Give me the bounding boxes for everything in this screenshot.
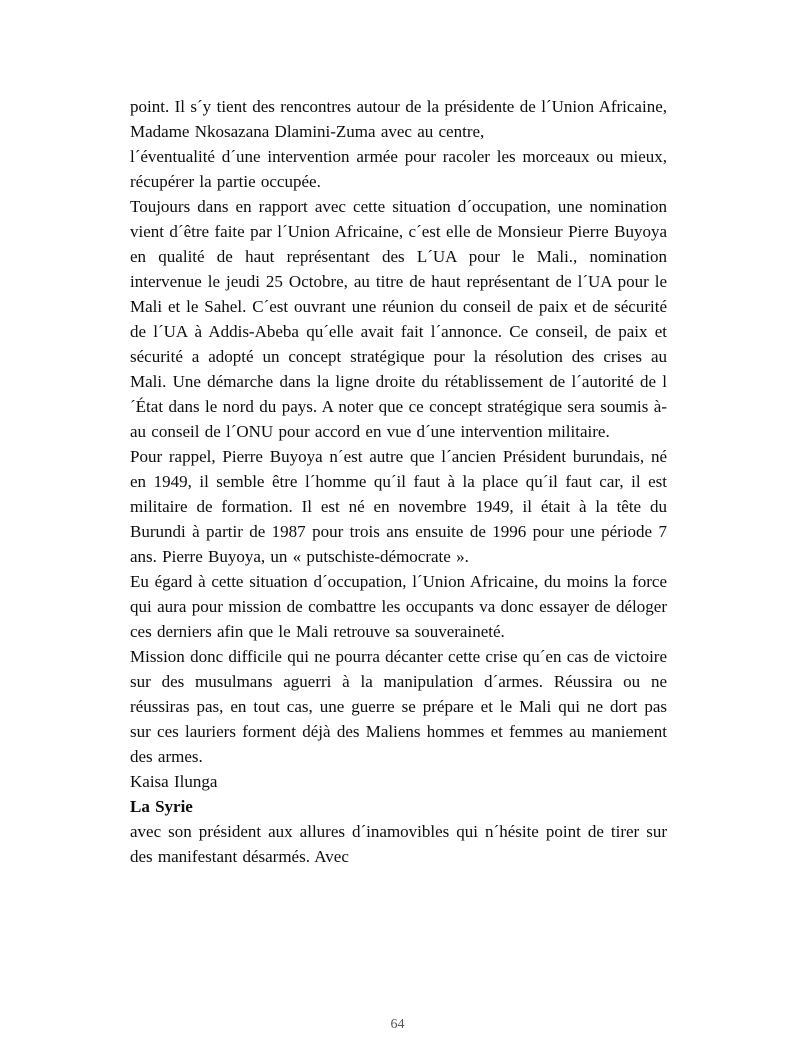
paragraph: Toujours dans en rapport avec cette situation d´occupation, une nomination vient d´être faite par l´Union Africaine, c´est elle de Monsieur Pierre Buyoya en qualité de haut représentant des L´UA pour le Mali., nomination intervenue le jeudi 25 Octobre, au titre de haut représentant de l´UA pour le Mali et le Sahel. C´est ouvrant une réunion du conseil de paix et de sécurité de l´UA à Addis-Abeba qu´elle avait fait l´annonce. Ce conseil, de paix et sécurité a adopté un concept stratégique pour la résolution des crises au Mali. Une démarche dans la ligne droite du rétablissement de l´autorité de l´État dans le nord du pays. A noter que ce concept stratégique sera soumis à-au conseil de l´ONU pour accord en vue d´une intervention militaire. [130, 197, 667, 441]
section-heading: La Syrie [130, 797, 193, 816]
page-content [130, 94, 667, 869]
paragraph: Pour rappel, Pierre Buyoya n´est autre que l´ancien Président burundais, né en 1949, il semble être l´homme qu´il faut à la place qu´il faut car, il est militaire de formation. Il est né en novembre 1949, il était à la tête du Burundi à partir de 1987 pour trois ans ensuite de 1996 pour une période 7 ans. Pierre Buyoya, un « putschiste-démocrate ». [130, 447, 667, 566]
paragraph: avec son président aux allures d´inamovibles qui n´hésite point de tirer sur des manifestant désarmés. Avec [130, 822, 667, 866]
paragraph: Eu égard à cette situation d´occupation, l´Union Africaine, du moins la force qui aura pour mission de combattre les occupants va donc essayer de déloger ces derniers afin que le Mali retrouve sa souveraineté. [130, 572, 667, 641]
author-signature: Kaisa Ilunga [130, 772, 218, 791]
paragraph: Mission donc difficile qui ne pourra décanter cette crise qu´en cas de victoire sur des musulmans aguerri à la manipulation d´armes. Réussira ou ne réussiras pas, en tout cas, une guerre se prépare et le Mali qui ne dort pas sur ces lauriers forment déjà des Maliens hommes et femmes au maniement des armes. [130, 647, 667, 766]
paragraph: l´éventualité d´une intervention armée pour racoler les morceaux ou mieux, récupérer la partie occupée. [130, 147, 667, 191]
paragraph: point. Il s´y tient des rencontres autour de la présidente de l´Union Africaine, Madame Nkosazana Dlamini-Zuma avec au centre, [130, 97, 667, 141]
page-number: 64 [390, 1017, 405, 1032]
